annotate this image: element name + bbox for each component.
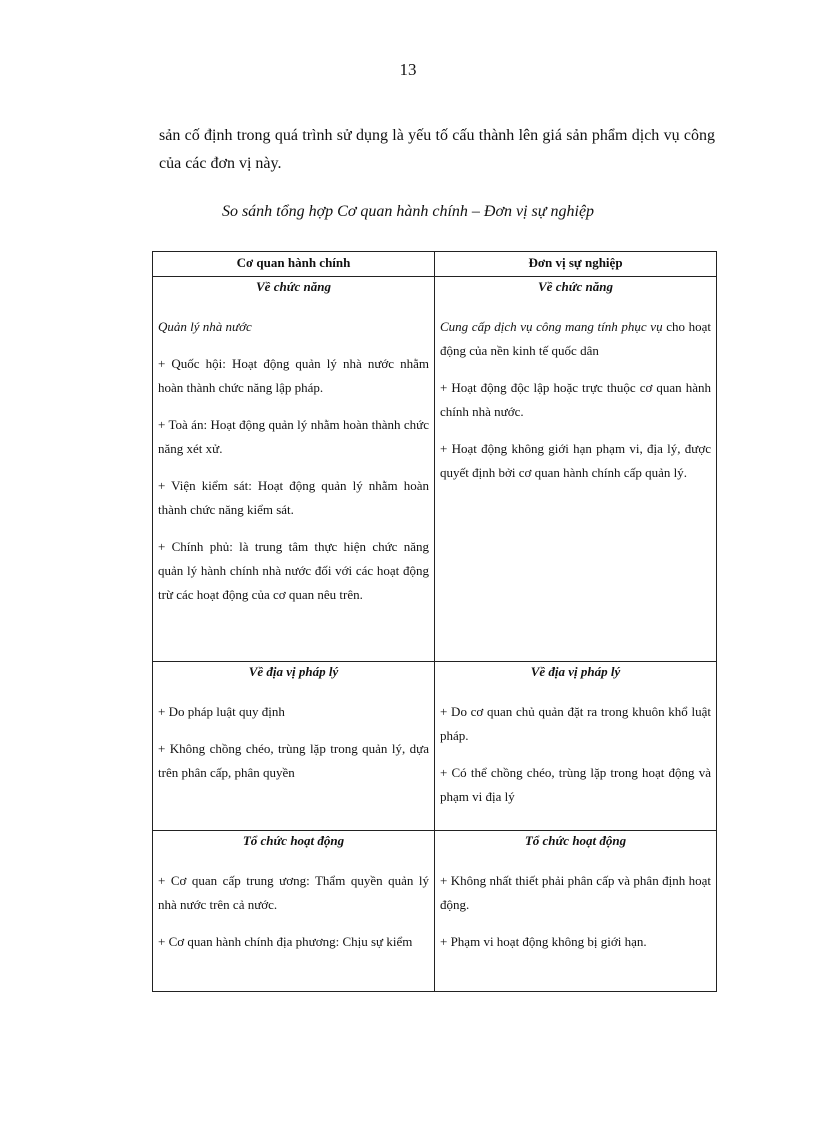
list-item: + Quốc hội: Hoạt động quản lý nhà nước nhằm hoàn thành chức năng lập pháp. <box>158 356 429 395</box>
section-heading: Về địa vị pháp lý <box>248 664 339 679</box>
intro-paragraph: sản cố định trong quá trình sử dụng là yếu tố cấu thành lên giá sản phẩm dịch vụ công của các đơn vị này. <box>159 127 715 172</box>
list-item: + Do cơ quan chủ quản đặt ra trong khuôn khổ luật pháp. <box>440 704 711 743</box>
functions-left-cell <box>153 277 435 662</box>
organization-right-cell <box>435 831 717 992</box>
organization-left-cell <box>153 831 435 992</box>
header-administrative-agency: Cơ quan hành chính <box>153 252 435 277</box>
section-heading: Tổ chức hoạt động <box>524 833 627 848</box>
list-item: + Hoạt động độc lập hoặc trực thuộc cơ quan hành chính nhà nước. <box>440 380 711 419</box>
list-item: + Cơ quan cấp trung ương: Thẩm quyền quản lý nhà nước trên cả nước. <box>158 873 429 912</box>
legal-left-cell <box>153 662 435 831</box>
phrase-rest: cho hoạt động của nền kinh tế quốc dân <box>440 319 711 358</box>
list-item: + Cơ quan hành chính địa phương: Chịu sự kiểm <box>158 934 413 949</box>
table-caption: So sánh tổng hợp Cơ quan hành chính – Đơn vị sự nghiệp <box>221 203 595 220</box>
header-public-service-unit: Đơn vị sự nghiệp <box>435 252 717 277</box>
section-heading: Về chức năng <box>256 279 331 294</box>
table-header-row <box>153 252 717 277</box>
list-item: + Có thể chồng chéo, trùng lặp trong hoạt động và phạm vi địa lý <box>440 765 711 804</box>
list-item: + Không chồng chéo, trùng lặp trong quản lý, dựa trên phân cấp, phân quyền <box>158 741 429 780</box>
list-item: + Phạm vi hoạt động không bị giới hạn. <box>440 934 647 949</box>
section-heading: Tổ chức hoạt động <box>242 833 345 848</box>
list-item: + Chính phủ: là trung tâm thực hiện chức năng quản lý hành chính nhà nước đối với các hoạt động trừ các hoạt động của cơ quan nêu trên. <box>158 539 429 602</box>
functions-right-cell <box>435 277 717 662</box>
section-heading: Về địa vị pháp lý <box>530 664 621 679</box>
list-item <box>440 315 711 363</box>
list-item: Quản lý nhà nước <box>158 319 252 334</box>
section-heading: Về chức năng <box>538 279 613 294</box>
italic-phrase: Cung cấp dịch vụ công mang tính phục vụ <box>440 319 663 334</box>
section-functions-row <box>153 277 717 662</box>
list-item: + Toà án: Hoạt động quản lý nhằm hoàn thành chức năng xét xử. <box>158 417 429 456</box>
list-item: + Không nhất thiết phải phân cấp và phân định hoạt động. <box>440 873 711 912</box>
comparison-table <box>152 251 717 992</box>
section-organization-row <box>153 831 717 992</box>
list-item: + Hoạt động không giới hạn phạm vi, địa lý, được quyết định bởi cơ quan hành chính cấp quản lý. <box>440 441 711 480</box>
list-item: + Viện kiểm sát: Hoạt động quản lý nhằm hoàn thành chức năng kiểm sát. <box>158 478 429 517</box>
list-item: + Do pháp luật quy định <box>158 704 285 719</box>
page-number: 13 <box>399 60 417 79</box>
section-legal-status-row <box>153 662 717 831</box>
legal-right-cell <box>435 662 717 831</box>
